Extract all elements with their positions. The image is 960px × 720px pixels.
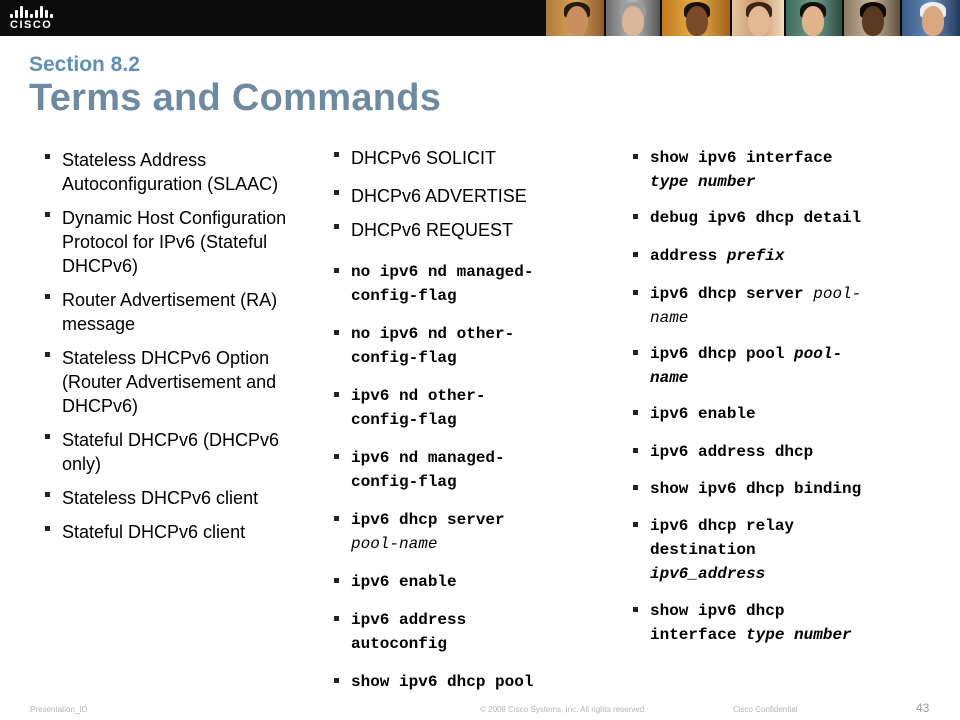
page-number: 43 <box>916 701 930 715</box>
list-item: debug ipv6 dhcp detail <box>625 206 955 230</box>
list-item: ipv6 address autoconfig <box>326 608 616 656</box>
bullet-icon <box>45 212 50 217</box>
list-item: show ipv6 dhcp pool <box>326 670 616 694</box>
bullet-icon <box>633 448 638 453</box>
header-photo <box>842 0 900 36</box>
page-title: Terms and Commands <box>29 77 442 119</box>
bullet-icon <box>45 294 50 299</box>
list-item: ipv6 address dhcp <box>625 440 955 464</box>
list-item: Stateful DHCPv6 (DHCPv6 only) <box>37 428 312 476</box>
confidential-label: Cisco Confidential <box>733 705 798 714</box>
list-item: ipv6 dhcp relay destination ipv6_address <box>625 514 955 586</box>
bullet-icon <box>633 410 638 415</box>
bullet-icon <box>633 485 638 490</box>
bullet-icon <box>45 434 50 439</box>
bullet-icon <box>633 154 638 159</box>
list-item: ipv6 enable <box>326 570 616 594</box>
bullet-icon <box>334 454 339 459</box>
list-item: Stateless DHCPv6 Option (Router Advertisement and DHCPv6) <box>37 346 312 418</box>
header-photo <box>660 0 730 36</box>
list-item: address prefix <box>625 244 955 268</box>
list-item: ipv6 nd other- config-flag <box>326 384 616 432</box>
list-item: ipv6 nd managed- config-flag <box>326 446 616 494</box>
ipv6-commands-list <box>326 260 616 694</box>
bullet-icon <box>334 190 339 195</box>
cisco-logo <box>10 4 62 32</box>
list-item: ipv6 dhcp server pool- name <box>625 282 955 330</box>
bullet-icon <box>45 352 50 357</box>
list-item: Dynamic Host Configuration Protocol for IPv6 (Stateful DHCPv6) <box>37 206 312 278</box>
list-item: Stateless DHCPv6 client <box>37 486 312 510</box>
list-item: ipv6 dhcp pool pool- name <box>625 342 955 390</box>
cisco-logo-text: CISCO <box>10 19 53 31</box>
bullet-icon <box>334 392 339 397</box>
header-banner <box>0 0 960 36</box>
header-photo <box>784 0 842 36</box>
list-item: DHCPv6 REQUEST <box>326 218 616 242</box>
header-photo <box>604 0 660 36</box>
bullet-icon <box>334 678 339 683</box>
list-item: show ipv6 dhcp binding <box>625 477 955 501</box>
cisco-bridge-icon <box>10 4 56 18</box>
bullet-icon <box>633 350 638 355</box>
header-photo <box>900 0 960 36</box>
bullet-icon <box>334 330 339 335</box>
bullet-icon <box>633 214 638 219</box>
ipv6-show-commands-list <box>625 146 955 647</box>
list-item: Stateless Address Autoconfiguration (SLAAC) <box>37 148 312 196</box>
bullet-icon <box>45 526 50 531</box>
list-item: Stateful DHCPv6 client <box>37 520 312 544</box>
list-item: show ipv6 interface type number <box>625 146 955 194</box>
list-item: DHCPv6 SOLICIT <box>326 146 616 170</box>
list-item: show ipv6 dhcp interface type number <box>625 599 955 647</box>
bullet-icon <box>633 290 638 295</box>
list-item: no ipv6 nd managed- config-flag <box>326 260 616 308</box>
section-label: Section 8.2 <box>29 53 140 76</box>
bullet-icon <box>334 578 339 583</box>
list-item: ipv6 enable <box>625 402 955 426</box>
bullet-icon <box>334 152 339 157</box>
list-item: DHCPv6 ADVERTISE <box>326 184 616 208</box>
header-photo <box>730 0 784 36</box>
bullet-icon <box>633 607 638 612</box>
bullet-icon <box>633 252 638 257</box>
list-item: ipv6 dhcp server pool-name <box>326 508 616 556</box>
bullet-icon <box>633 522 638 527</box>
header-photo-strip <box>544 0 960 36</box>
bullet-icon <box>334 516 339 521</box>
terms-list <box>37 148 312 554</box>
bullet-icon <box>334 268 339 273</box>
bullet-icon <box>334 616 339 621</box>
list-item: no ipv6 nd other- config-flag <box>326 322 616 370</box>
header-photo <box>544 0 604 36</box>
presentation-id: Presentation_ID <box>30 705 88 714</box>
list-item: Router Advertisement (RA) message <box>37 288 312 336</box>
dhcp-messages-commands-list <box>326 146 616 246</box>
copyright-notice: © 2008 Cisco Systems, Inc. All rights reserved. <box>480 705 647 714</box>
bullet-icon <box>45 154 50 159</box>
bullet-icon <box>45 492 50 497</box>
bullet-icon <box>334 224 339 229</box>
